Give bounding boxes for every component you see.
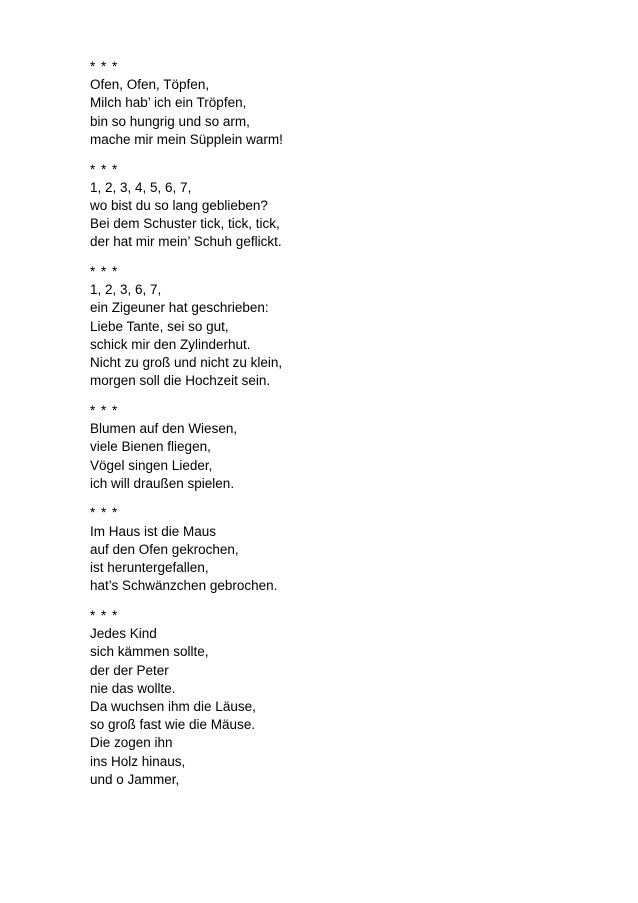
poem-line: bin so hungrig und so arm, xyxy=(90,113,250,129)
stanza xyxy=(90,161,590,252)
poem-line: ich will draußen spielen. xyxy=(90,475,235,491)
stanza xyxy=(90,504,590,595)
stanza-separator: * * * xyxy=(90,607,119,623)
stanza-separator: * * * xyxy=(90,264,119,280)
poem-line: Liebe Tante, sei so gut, xyxy=(90,318,229,334)
stanza xyxy=(90,58,590,149)
poem-line: Milch hab’ ich ein Tröpfen, xyxy=(90,95,247,111)
poem-line: morgen soll die Hochzeit sein. xyxy=(90,373,271,389)
poem-line: sich kämmen sollte, xyxy=(90,644,209,660)
poem-line: 1, 2, 3, 6, 7, xyxy=(90,282,162,298)
poem-line: ist heruntergefallen, xyxy=(90,560,209,576)
poem-line: Die zogen ihn xyxy=(90,735,173,751)
poem-line: viele Bienen fliegen, xyxy=(90,439,211,455)
poem-line: auf den Ofen gekrochen, xyxy=(90,541,239,557)
poem-line: Ofen, Ofen, Töpfen, xyxy=(90,77,210,93)
poem-line: schick mir den Zylinderhut. xyxy=(90,336,251,352)
poem-body xyxy=(90,58,590,801)
poem-line: so groß fast wie die Mäuse. xyxy=(90,717,256,733)
poem-line: Im Haus ist die Maus xyxy=(90,523,217,539)
poem-line: der hat mir mein’ Schuh geflickt. xyxy=(90,234,282,250)
stanza xyxy=(90,263,590,390)
stanza-separator: * * * xyxy=(90,505,119,521)
poem-line: wo bist du so lang geblieben? xyxy=(90,197,268,213)
poem-line: 1, 2, 3, 4, 5, 6, 7, xyxy=(90,179,192,195)
poem-line: Bei dem Schuster tick, tick, tick, xyxy=(90,216,280,232)
stanza-separator: * * * xyxy=(90,161,119,177)
stanza-separator: * * * xyxy=(90,402,119,418)
poem-line: Blumen auf den Wiesen, xyxy=(90,421,238,437)
stanza-separator: * * * xyxy=(90,59,119,74)
poem-line: der der Peter xyxy=(90,662,169,678)
poem-line: ins Holz hinaus, xyxy=(90,753,186,769)
stanza xyxy=(90,607,590,789)
poem-line: Jedes Kind xyxy=(90,626,157,642)
poem-line: mache mir mein Süpplein warm! xyxy=(90,131,283,147)
poem-line: ein Zigeuner hat geschrieben: xyxy=(90,300,269,316)
stanza xyxy=(90,402,590,493)
poem-line: Da wuchsen ihm die Läuse, xyxy=(90,699,256,714)
poem-line: und o Jammer, xyxy=(90,771,180,787)
poem-line: nie das wollte. xyxy=(90,680,176,696)
poem-line: Vögel singen Lieder, xyxy=(90,457,213,473)
poem-line: Nicht zu groß und nicht zu klein, xyxy=(90,355,283,371)
poem-line: hat’s Schwänzchen gebrochen. xyxy=(90,578,278,594)
